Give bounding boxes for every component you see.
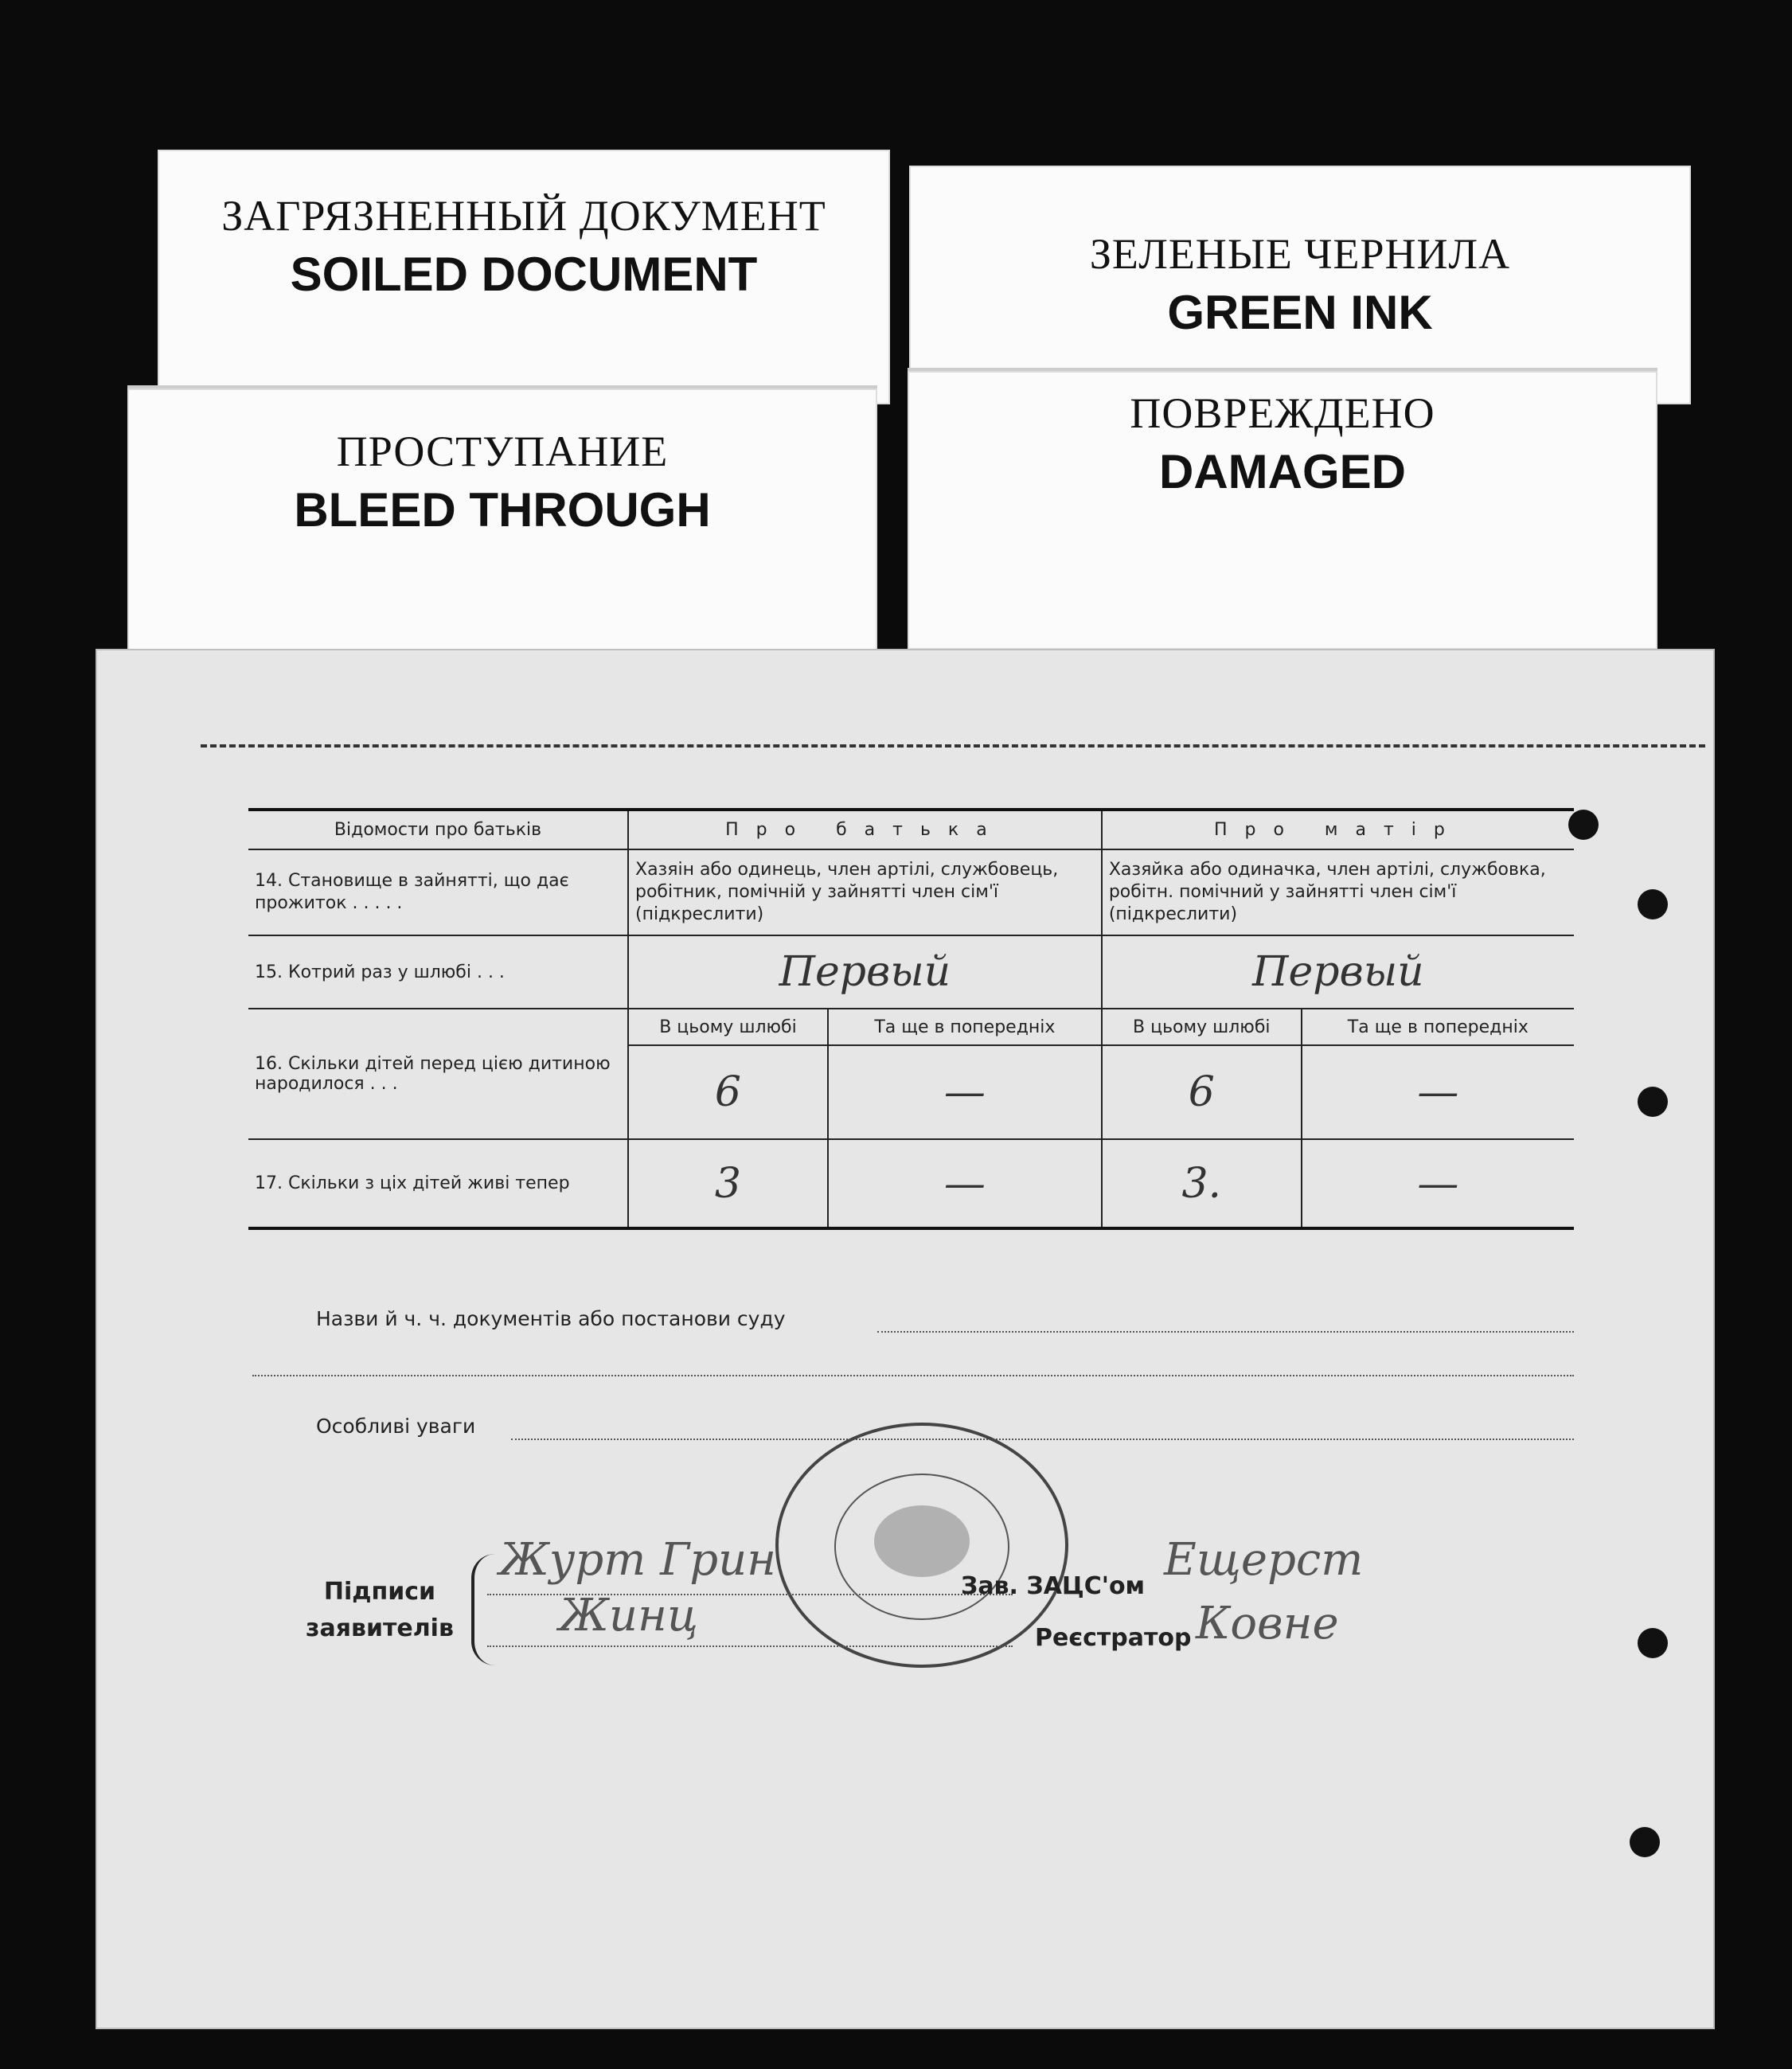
applicant-sig-line-2 [487, 1645, 1013, 1647]
card-ru-text: ПОВРЕЖДЕНО [1130, 389, 1435, 437]
applicant-signature-2: Жинц [559, 1590, 698, 1642]
card-en-text: DAMAGED [1159, 445, 1406, 498]
notes-line [511, 1439, 1574, 1440]
row16-father-prev: — [828, 1045, 1102, 1139]
head-signature: Ещерст [1164, 1534, 1364, 1586]
punch-hole [1638, 1628, 1668, 1658]
row16-label: 16. Скільки дітей перед цією дитиною народилося . . . [248, 1009, 628, 1139]
label-card-green-ink [909, 166, 1691, 404]
subheader-mother-this: В цьому шлюбі [1102, 1009, 1302, 1045]
label-card-bleed-through [127, 388, 877, 651]
label-card-soiled [158, 150, 890, 404]
row15-father: Первый [628, 935, 1102, 1009]
card-ru-text: ЗЕЛЕНЫЕ ЧЕРНИЛА [1089, 230, 1511, 278]
stamp-emblem [874, 1505, 970, 1577]
parents-info-table [248, 808, 1574, 1230]
documents-line [877, 1331, 1574, 1333]
card-en-text: SOILED DOCUMENT [290, 248, 758, 301]
row14-mother: Хазяйка або одиначка, член артілі, службовка, робітн. помічний у зайнятті член сім'ї (підкреслити) [1102, 849, 1574, 935]
header-mother: Про матір [1102, 810, 1574, 849]
header-father: Про батька [628, 810, 1102, 849]
row14-label: 14. Становище в зайнятті, що дає прожиток . . . . . [248, 849, 628, 935]
row17-label: 17. Скільки з ціх дітей живі тепер [248, 1139, 628, 1228]
subheader-father-prev: Та ще в попередніх [828, 1009, 1102, 1045]
card-en-text: GREEN INK [1167, 286, 1433, 339]
documents-line-2 [252, 1375, 1574, 1376]
row17-father-prev: — [828, 1139, 1102, 1228]
row16-mother-prev: — [1302, 1045, 1574, 1139]
punch-hole [1630, 1827, 1660, 1857]
applicants-label-line1: Підписи [323, 1578, 436, 1606]
row14-father: Хазяін або одинець, член артілі, службовець, робітник, помічній у зайнятті член сім'ї (підкреслити) [628, 849, 1102, 935]
subheader-father-this: В цьому шлюбі [628, 1009, 828, 1045]
applicants-label-line2: заявителів [306, 1614, 454, 1642]
signature-brace [471, 1554, 498, 1665]
registrar-signature: Ковне [1196, 1598, 1339, 1649]
registrar-label: Реєстратор [1035, 1624, 1192, 1652]
label-card-damaged [908, 371, 1657, 650]
card-ru-text: ЗАГРЯЗНЕННЫЙ ДОКУМЕНТ [221, 192, 826, 240]
perforation-line [201, 744, 1705, 748]
row16-mother-this: 6 [1102, 1045, 1302, 1139]
card-ru-text: ПРОСТУПАНИЕ [336, 427, 669, 475]
header-label: Відомости про батьків [248, 810, 628, 849]
row17-mother-this: 3. [1102, 1139, 1302, 1228]
head-label: Зав. ЗАЦС'ом [961, 1572, 1146, 1600]
row17-father-this: 3 [628, 1139, 828, 1228]
punch-hole [1638, 889, 1668, 919]
notes-label: Особливі уваги [316, 1415, 476, 1438]
row16-father-this: 6 [628, 1045, 828, 1139]
punch-hole [1638, 1087, 1668, 1117]
row15-label: 15. Котрий раз у шлюбі . . . [248, 935, 628, 1009]
card-en-text: BLEED THROUGH [294, 483, 711, 537]
row17-mother-prev: — [1302, 1139, 1574, 1228]
applicant-signature-1: Журт Грин [499, 1534, 777, 1586]
row15-mother: Первый [1102, 935, 1574, 1009]
official-stamp [775, 1423, 1068, 1668]
subheader-mother-prev: Та ще в попередніх [1302, 1009, 1574, 1045]
documents-label: Назви й ч. ч. документів або постанови суду [316, 1307, 786, 1330]
birth-record-form [96, 649, 1715, 2029]
applicants-label [296, 1574, 463, 1647]
